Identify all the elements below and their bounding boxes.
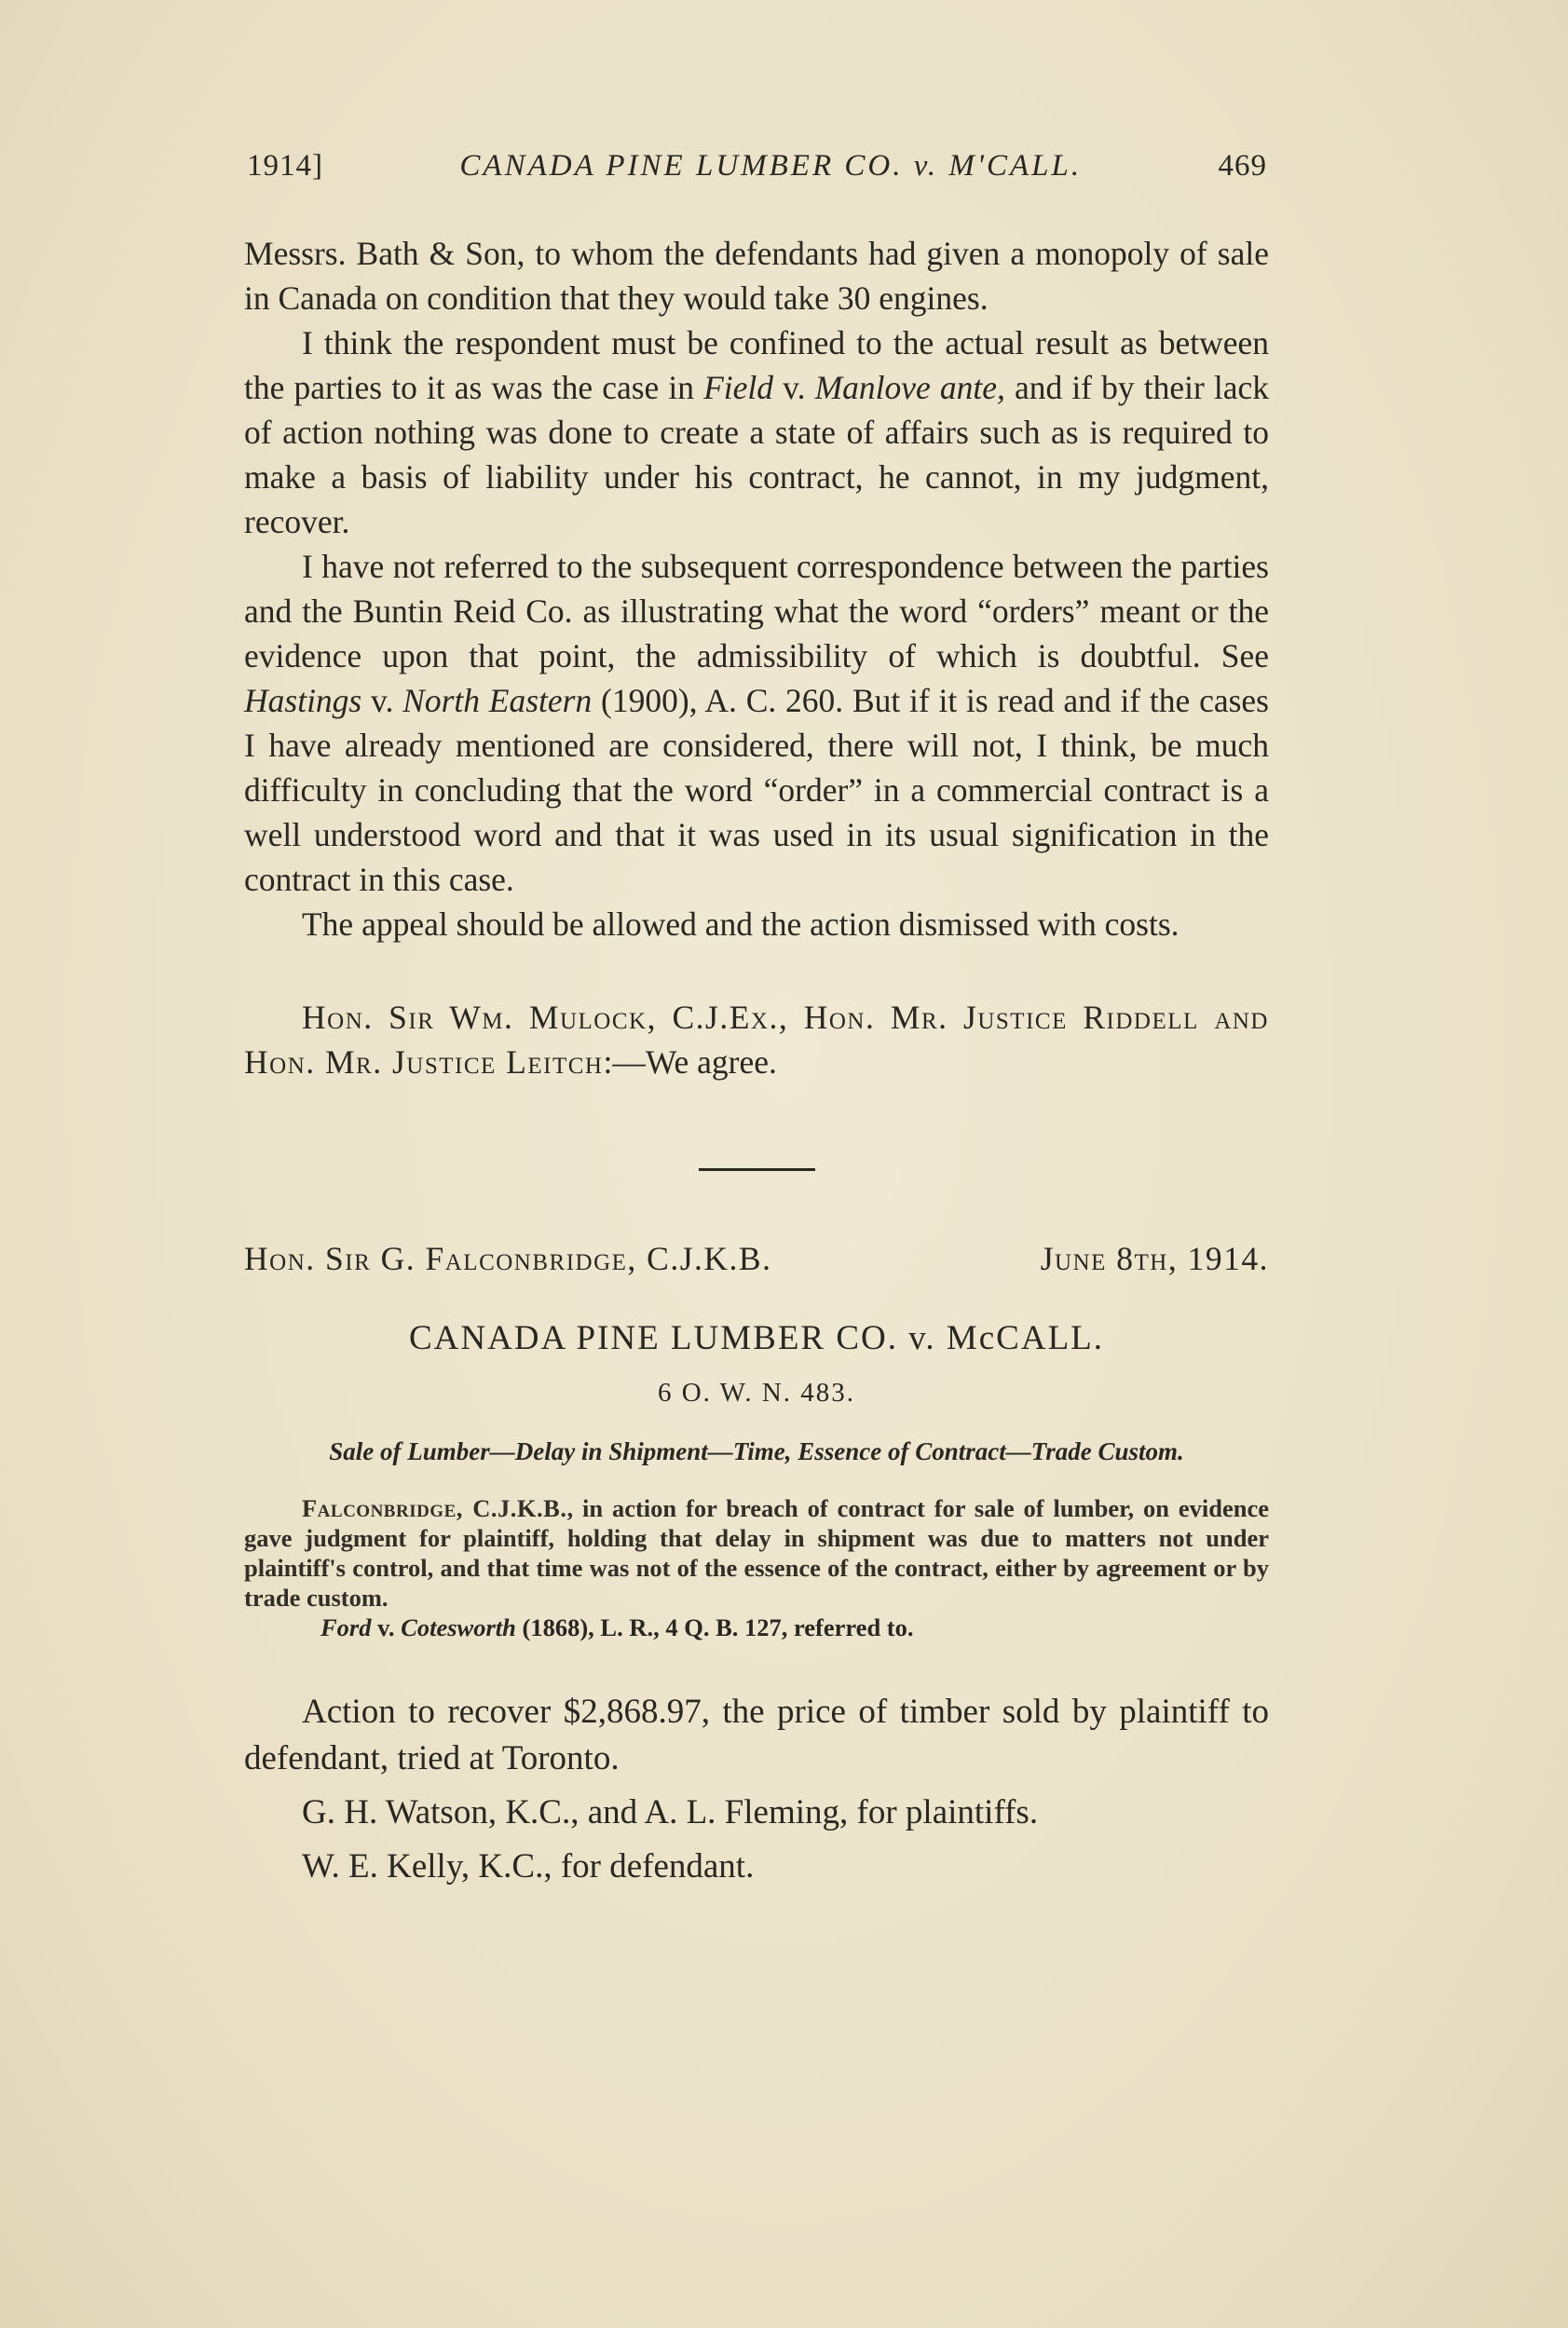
case-name-field: Field	[703, 369, 774, 406]
paragraph-2	[244, 320, 1269, 544]
case-name-cotesworth: Cotesworth	[401, 1613, 516, 1641]
section-divider	[699, 1168, 815, 1171]
headnote-judge: Falconbridge, C.J.K.B.	[302, 1494, 567, 1522]
headnote-title: Sale of Lumber—Delay in Shipment—Time, Essence of Contract—Trade Custom.	[329, 1437, 1184, 1465]
paragraph-1: Messrs. Bath & Son, to whom the defendants had given a monopoly of sale in Canada on condition that they would take 30 engines.	[244, 235, 1269, 317]
headnote-reference	[244, 1613, 1269, 1642]
case-title: CANADA PINE LUMBER CO. v. McCALL.	[408, 1319, 1105, 1357]
concurrence	[244, 995, 1269, 1084]
page-body	[244, 231, 1269, 1890]
paragraph-2-text-c: and if by their lack of action nothing was done to create a state of affairs such as is required to make a basis of liability under his contract, he cannot, in my judgment, recover.	[244, 369, 1269, 540]
header-running-title: CANADA PINE LUMBER CO. v. M'CALL.	[459, 149, 1083, 183]
case-name-ford: Ford	[320, 1613, 372, 1641]
paragraph-3-text-a: I have not referred to the subsequent correspondence between the parties and the Buntin Reid Co. as illustrating what the word “orders” meant or the evidence upon that point, the admissibility of which is doubtful. See	[244, 548, 1269, 674]
paragraph-3-text-c: (1900), A. C. 260. But if it is read and if the cases I have already mentioned are considered, there will not, I think, be much difficulty in concluding that the word “order” in a commercial contract is a well understood word and that it was used in its usual signification in the contract in this case.	[244, 682, 1269, 898]
reference-details: (1868), L. R., 4 Q. B. 127, referred to.	[515, 1613, 914, 1641]
presiding-judge: Hon. Sir G. Falconbridge, C.J.K.B.	[244, 1240, 772, 1277]
reference-versus: v.	[371, 1613, 402, 1641]
judgment-date: June 8th, 1914.	[1040, 1240, 1269, 1277]
judge-date-line	[244, 1236, 1269, 1281]
paragraph-2-text-a: I think the respondent must be confined to the actual result as between the parties to it as was the case in	[244, 324, 1269, 406]
header-year: 1914]	[247, 149, 323, 183]
headnote-text: , in action for breach of contract for sale of lumber, on evidence gave judgment for plaintiff, holding that delay in shipment was due to matters not under plaintiff's control, and that time was not of the essence of the contract, either by agreement or by trade custom.	[244, 1494, 1269, 1612]
paragraph-3-versus: v.	[361, 682, 403, 719]
concurring-judges: Hon. Sir Wm. Mulock, C.J.Ex., Hon. Mr. Justice Riddell and Hon. Mr. Justice Leitch	[244, 999, 1269, 1081]
case-name-hastings: Hastings	[244, 682, 362, 719]
paragraph-3	[244, 544, 1269, 902]
action-statement: Action to recover $2,868.97, the price of timber sold by plaintiff to defendant, tried at Toronto.	[244, 1693, 1269, 1777]
headnote	[244, 1493, 1269, 1613]
paragraph-4: The appeal should be allowed and the action dismissed with costs.	[302, 905, 1179, 943]
concurrence-text: :—We agree.	[603, 1043, 777, 1081]
paragraph-2-versus: v.	[773, 369, 815, 406]
case-citation: 6 O. W. N. 483.	[657, 1378, 856, 1408]
counsel-defendant: W. E. Kelly, K.C., for defendant.	[302, 1847, 755, 1886]
counsel-plaintiffs: G. H. Watson, K.C., and A. L. Fleming, for plaintiffs.	[302, 1793, 1039, 1831]
running-header	[247, 149, 1267, 184]
case-name-north-eastern: North Eastern	[402, 682, 593, 719]
page-number: 469	[1218, 149, 1267, 183]
case-name-manlove: Manlove ante,	[814, 369, 1005, 406]
